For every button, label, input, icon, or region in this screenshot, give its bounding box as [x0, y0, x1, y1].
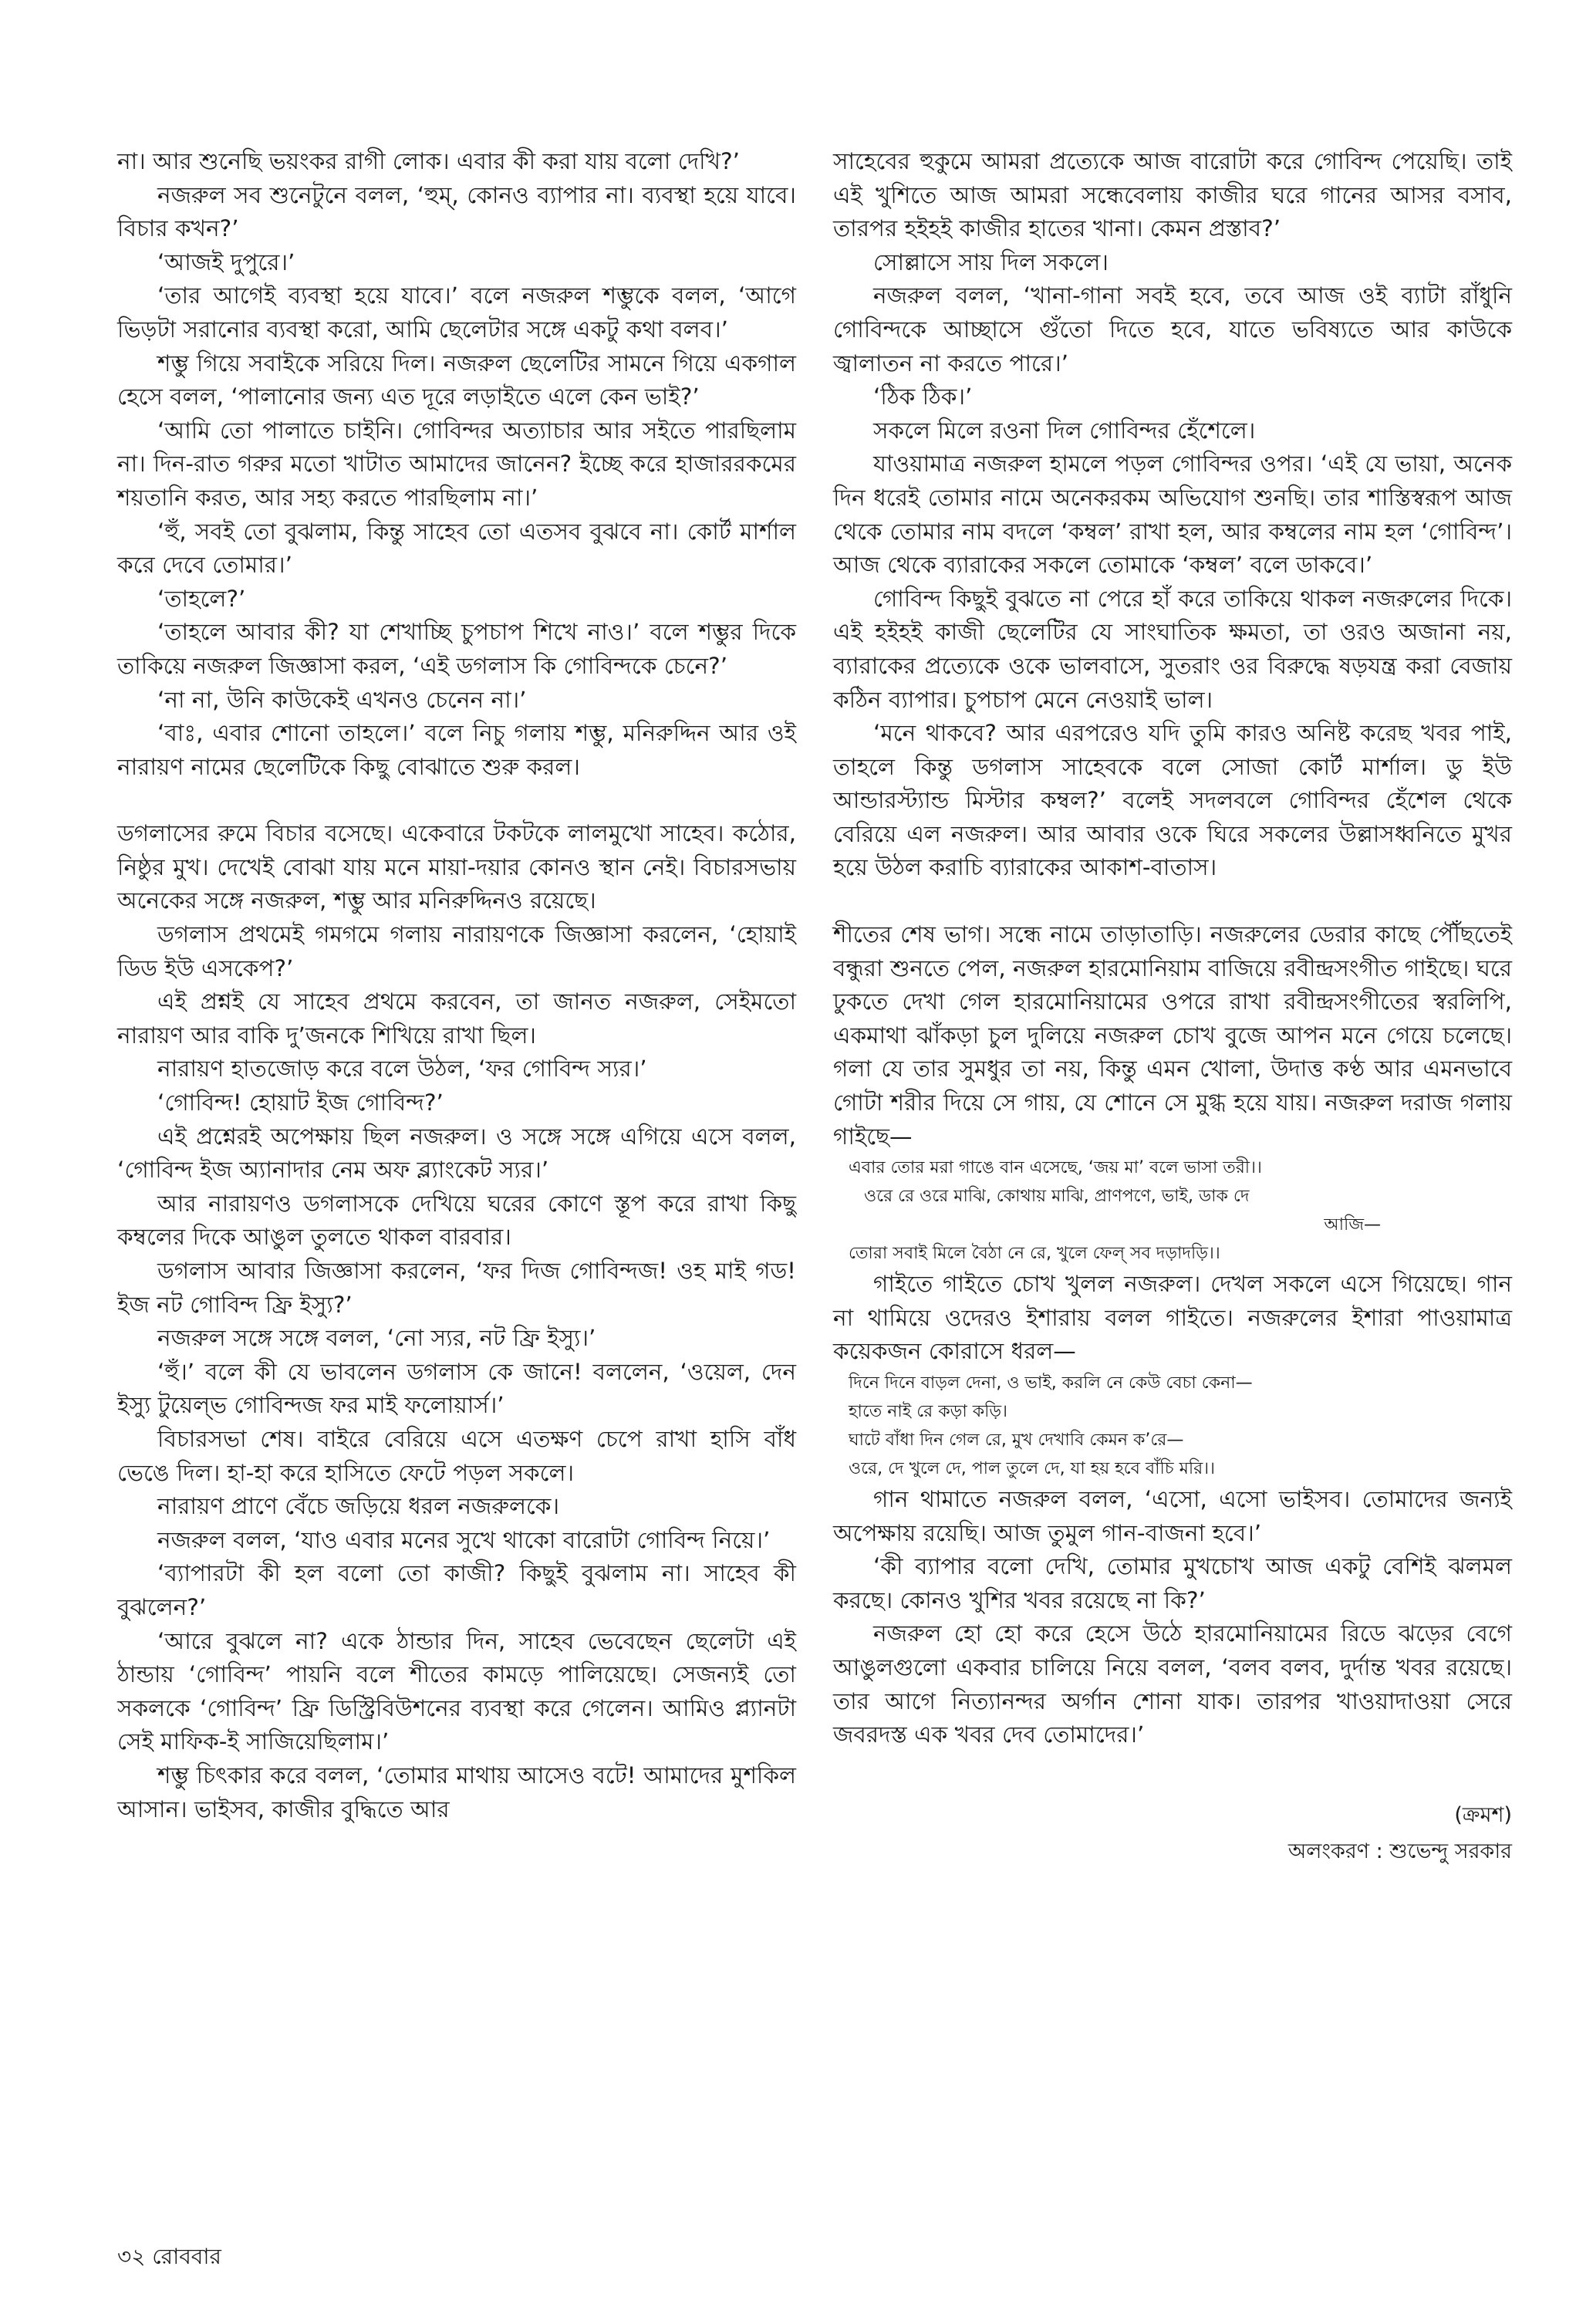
verse-line: ওরে রে ওরে মাঝি, কোথায় মাঝি, প্রাণপণে, ভাই, ডাক দে: [864, 1187, 1250, 1207]
paragraph: বিচারসভা শেষ। বাইরে বেরিয়ে এসে এতক্ষণ চেপে রাখা হাসি বাঁধ ভেঙে দিল। হা-হা করে হাসিতে ফেটে পড়ল সকলে।: [117, 1425, 796, 1486]
paragraph: নারায়ণ প্রাণে বেঁচে জড়িয়ে ধরল নজরুলকে।: [157, 1493, 559, 1520]
paragraph: গাইতে গাইতে চোখ খুলল নজরুল। দেখল সকলে এসে গিয়েছে। গান না থামিয়ে ওদেরও ইশারায় বলল গাইতে। নজরুলের ইশারা পাওয়ামাত্র কয়েকজন কোরাসে ধরল—: [833, 1271, 1512, 1365]
paragraph: ‘ঠিক ঠিক।’: [873, 383, 973, 410]
paragraph: আর নারায়ণও ডগলাসকে দেখিয়ে ঘরের কোণে স্তূপ করে রাখা কিছু কম্বলের দিকে আঙুল তুলতে থাকল বারবার।: [117, 1190, 796, 1251]
section-start-paragraph: শীতের শেষ ভাগ। সন্ধে নামে তাড়াতাড়ি। নজরুলের ডেরার কাছে পৌঁছতেই বন্ধুরা শুনতে পেল, নজরুল হারমোনিয়াম বাজিয়ে রবীন্দ্রসংগীত গাইছে। ঘরে ঢুকতে দেখা গেল হারমোনিয়ামের ওপরে রাখা রবীন্দ্রসংগীতের স্বরলিপি, একমাথা ঝাঁকড়া চুল দুলিয়ে নজরুল চোখ বুজে আপন মনে গেয়ে চলেছে। গলা যে তার সুমধুর তা নয়, কিন্তু এমন খোলা, উদাত্ত কণ্ঠ আর এমনভাবে গোটা শরীর দিয়ে সে গায়, যে শোনে সে মুগ্ধ হয়ে যায়। নজরুল দরাজ গলায় গাইছে—: [833, 921, 1512, 1150]
paragraph: যাওয়ামাত্র নজরুল হামলে পড়ল গোবিন্দর ওপর। ‘এই যে ভায়া, অনেক দিন ধরেই তোমার নামে অনেকরকম অভিযোগ শুনছি। তার শাস্তিস্বরূপ আজ থেকে তোমার নাম বদলে ‘কম্বল’ রাখা হল, আর কম্বলের নাম হল ‘গোবিন্দ’। আজ থেকে ব্যারাকের সকলে তোমাকে ‘কম্বল’ বলে ডাকবে।’: [833, 451, 1512, 579]
paragraph: ‘হুঁ।’ বলে কী যে ভাবলেন ডগলাস কে জানে! বললেন, ‘ওয়েল, দেন ইস্যু টুয়েল্‌ভ গোবিন্দজ ফর মাই ফলোয়ার্স।’: [117, 1358, 796, 1419]
paragraph: ‘তাহলে আবার কী? যা শেখাচ্ছি চুপচাপ শিখে নাও।’ বলে শম্ভুর দিকে তাকিয়ে নজরুল জিজ্ঞাসা করল, ‘এই ডগলাস কি গোবিন্দকে চেনে?’: [117, 619, 796, 679]
paragraph: ‘না না, উনি কাউকেই এখনও চেনেন না।’: [157, 686, 527, 713]
paragraph: সকলে মিলে রওনা দিল গোবিন্দর হেঁশেলে।: [873, 417, 1256, 444]
page-folio: ৩২ রোববার: [117, 2244, 221, 2269]
paragraph: গোবিন্দ কিছুই বুঝতে না পেরে হাঁ করে তাকিয়ে থাকল নজরুলের দিকে। এই হইহই কাজী ছেলেটির যে সাংঘাতিক ক্ষমতা, তা ওরও অজানা নয়, ব্যারাকের প্রত্যেকে ওকে ভালবাসে, সুতরাং ওর বিরুদ্ধে ষড়যন্ত্র করা বেজায় কঠিন ব্যাপার। চুপচাপ মেনে নেওয়াই ভাল।: [833, 585, 1512, 713]
paragraph: ‘মনে থাকবে? আর এরপরেও যদি তুমি কারও অনিষ্ট করেছ খবর পাই, তাহলে কিন্তু ডগলাস সাহেবকে বলে সোজা কোর্ট মার্শাল। ডু ইউ আন্ডারস্ট্যান্ড মিস্টার কম্বল?’ বলেই সদলবলে গোবিন্দর হেঁশেল থেকে বেরিয়ে এল নজরুল। আর আবার ওকে ঘিরে সকলের উল্লাসধ্বনিতে মুখর হয়ে উঠল করাচি ব্যারাকের আকাশ-বাতাস।: [833, 720, 1512, 881]
verse-line: ঘাটে বাঁধা দিন গেল রে, মুখ দেখাবি কেমন ক’রে—: [849, 1431, 1184, 1450]
paragraph: ‘বাঃ, এবার শোনো তাহলে।’ বলে নিচু গলায় শম্ভু, মনিরুদ্দিন আর ওই নারায়ণ নামের ছেলেটিকে কিছু বোঝাতে শুরু করল।: [117, 720, 796, 780]
paragraph: নারায়ণ হাতজোড় করে বলে উঠল, ‘ফর গোবিন্দ স্যর।’: [157, 1056, 647, 1083]
left-column: [117, 145, 796, 1826]
paragraph: গান থামাতে নজরুল বলল, ‘এসো, এসো ভাইসব। তোমাদের জন্যই অপেক্ষায় রয়েছি। আজ তুমুল গান-বাজনা হবে।’: [833, 1486, 1512, 1546]
right-column: [833, 145, 1512, 1869]
paragraph: ডগলাস আবার জিজ্ঞাসা করলেন, ‘ফর দিজ গোবিন্দজ! ওহ মাই গড! ইজ নট গোবিন্দ ফ্রি ইস্যু?’: [117, 1258, 796, 1318]
paragraph: নজরুল সব শুনেটুনে বলল, ‘হুম্‌, কোনও ব্যাপার না। ব্যবস্থা হয়ে যাবে। বিচার কখন?’: [117, 181, 796, 242]
paragraph: ‘ব্যাপারটা কী হল বলো তো কাজী? কিছুই বুঝলাম না। সাহেব কী বুঝলেন?’: [117, 1560, 796, 1620]
verse-line: হাতে নাই রে কড়া কড়ি।: [849, 1402, 1007, 1421]
paragraph: সাহেবের হুকুমে আমরা প্রত্যেকে আজ বারোটা করে গোবিন্দ পেয়েছি। তাই এই খুশিতে আজ আমরা সন্ধেবেলায় কাজীর ঘরে গানের আসর বসাব, তারপর হইহই কাজীর হাতের খানা। কেমন প্রস্তাব?’: [833, 148, 1512, 242]
song-verse-1: [833, 1154, 1512, 1268]
illustration-credit: অলংকরণ : শুভেন্দু সরকার: [1287, 1839, 1512, 1864]
paragraph: এই প্রশ্নেরই অপেক্ষায় ছিল নজরুল। ও সঙ্গে সঙ্গে এগিয়ে এসে বলল, ‘গোবিন্দ ইজ অ্যানাদার নেম অফ ব্ল্যাংকেট স্যর।’: [117, 1123, 796, 1184]
verse-line: আজি—: [1324, 1215, 1381, 1235]
paragraph: সোল্লাসে সায় দিল সকলে।: [873, 248, 1109, 275]
paragraph: এই প্রশ্নই যে সাহেব প্রথমে করবেন, তা জানত নজরুল, সেইমতো নারায়ণ আর বাকি দু’জনকে শিখিয়ে রাখা ছিল।: [117, 988, 796, 1049]
paragraph: নজরুল বলল, ‘যাও এবার মনের সুখে থাকো বারোটা গোবিন্দ নিয়ে।’: [157, 1526, 771, 1553]
paragraph: নজরুল হো হো করে হেসে উঠে হারমোনিয়ামের রিডে ঝড়ের বেগে আঙুলগুলো একবার চালিয়ে নিয়ে বলল, ‘বলব বলব, দুর্দান্ত খবর রয়েছে। তার আগে নিত্যানন্দর অর্গান শোনা যাক। তারপর খাওয়াদাওয়া সেরে জবরদস্ত এক খবর দেব তোমাদের।’: [833, 1620, 1512, 1748]
paragraph: ‘হুঁ, সবই তো বুঝলাম, কিন্তু সাহেব তো এতসব বুঝবে না। কোর্ট মার্শাল করে দেবে তোমার।’: [117, 518, 796, 579]
song-verse-2: [833, 1369, 1512, 1483]
paragraph: ‘কী ব্যাপার বলো দেখি, তোমার মুখচোখ আজ একটু বেশিই ঝলমল করছে। কোনও খুশির খবর রয়েছে না কি?’: [833, 1553, 1512, 1613]
verse-line: দিনে দিনে বাড়ল দেনা, ও ভাই, করলি নে কেউ বেচা কেনা—: [849, 1373, 1253, 1393]
paragraph: নজরুল বলল, ‘খানা-গানা সবই হবে, তবে আজ ওই ব্যাটা রাঁধুনি গোবিন্দকে আচ্ছাসে গুঁতো দিতে হবে, যাতে ভবিষ্যতে আর কাউকে জ্বালাতন না করতে পারে।’: [833, 282, 1512, 377]
paragraph: শম্ভু গিয়ে সবাইকে সরিয়ে দিল। নজরুল ছেলেটির সামনে গিয়ে একগাল হেসে বলল, ‘পালানোর জন্য এত দূরে লড়াইতে এলে কেন ভাই?’: [117, 350, 796, 410]
paragraph: না। আর শুনেছি ভয়ংকর রাগী লোক। এবার কী করা যায় বলো দেখি?’: [117, 148, 741, 174]
paragraph: ডগলাস প্রথমেই গমগমে গলায় নারায়ণকে জিজ্ঞাসা করলেন, ‘হোয়াই ডিড ইউ এসকেপ?’: [117, 921, 796, 981]
paragraph: ‘তাহলে?’: [157, 585, 246, 612]
verse-line: তোরা সবাই মিলে বৈঠা নে রে, খুলে ফেল্‌ সব দড়াদড়ি।।: [849, 1244, 1220, 1264]
paragraph: নজরুল সঙ্গে সঙ্গে বলল, ‘নো স্যর, নট ফ্রি ইস্যু।’: [157, 1325, 596, 1352]
continued-label: (ক্রমশ): [1454, 1802, 1512, 1827]
section-start-paragraph: ডগলাসের রুমে বিচার বসেছে। একেবারে টকটকে লালমুখো সাহেব। কঠোর, নিষ্ঠুর মুখ। দেখেই বোঝা যায় মনে মায়া-দয়ার কোনও স্থান নেই। বিচারসভায় অনেকের সঙ্গে নজরুল, শম্ভু আর মনিরুদ্দিনও রয়েছে।: [117, 820, 796, 914]
verse-line: এবার তোর মরা গাঙে বান এসেছে, ‘জয় মা’ বলে ভাসা তরী।।: [849, 1158, 1262, 1178]
verse-line: ওরে, দে খুলে দে, পাল তুলে দে, যা হয় হবে বাঁচি মরি।।: [849, 1459, 1215, 1478]
paragraph: ‘আরে বুঝলে না? একে ঠান্ডার দিন, সাহেব ভেবেছেন ছেলেটা এই ঠান্ডায় ‘গোবিন্দ’ পায়নি বলে শীতের কামড়ে পালিয়েছে। সেজন্যই তো সকলকে ‘গোবিন্দ’ ফ্রি ডিস্ট্রিবিউশনের ব্যবস্থা করে গেলেন। আমিও প্ল্যানটা সেই মাফিক-ই সাজিয়েছিলাম।’: [117, 1627, 796, 1755]
paragraph: ‘আমি তো পালাতে চাইনি। গোবিন্দর অত্যাচার আর সইতে পারছিলাম না। দিন-রাত গরুর মতো খাটাত আমাদের জানেন? ইচ্ছে করে হাজাররকমের শয়তানি করত, আর সহ্য করতে পারছিলাম না।’: [117, 417, 796, 511]
paragraph: ‘আজই দুপুরে।’: [157, 248, 295, 275]
paragraph: শম্ভু চিৎকার করে বলল, ‘তোমার মাথায় আসেও বটে! আমাদের মুশকিল আসান। ভাইসব, কাজীর বুদ্ধিতে আর: [117, 1762, 796, 1822]
paragraph: ‘তার আগেই ব্যবস্থা হয়ে যাবে।’ বলে নজরুল শম্ভুকে বলল, ‘আগে ভিড়টা সরানোর ব্যবস্থা করো, আমি ছেলেটার সঙ্গে একটু কথা বলব।’: [117, 282, 796, 343]
paragraph: ‘গোবিন্দ! হোয়াট ইজ গোবিন্দ?’: [157, 1089, 444, 1116]
